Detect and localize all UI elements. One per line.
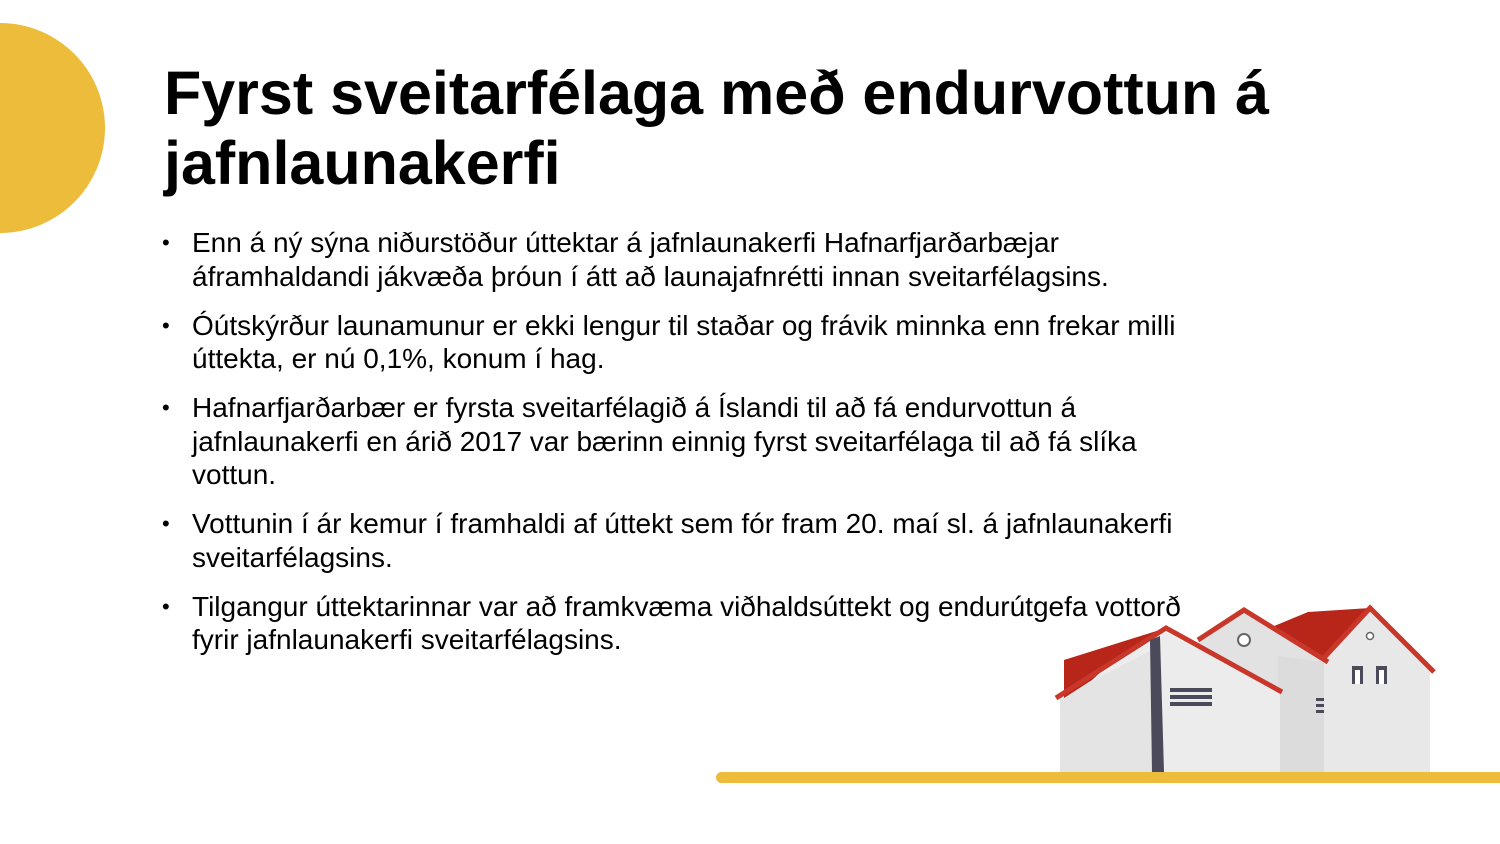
bullet-text: Óútskýrður launamunur er ekki lengur til staðar og frávik minnka enn frekar milli úttekta, er nú 0,1%, konum í hag. xyxy=(192,309,1176,374)
bullet-list xyxy=(162,226,1202,672)
slide-title: Fyrst sveitarfélaga með endurvottun á jafnlaunakerfi xyxy=(164,59,1270,197)
bullet-symbol: • xyxy=(162,593,170,619)
decorative-circle xyxy=(0,23,105,233)
bullet-text: Hafnarfjarðarbær er fyrsta sveitarfélagið á Íslandi til að fá endurvottun á jafnlaunakerfi en árið 2017 var bærinn einnig fyrst sveitarfélaga til að fá slíka vottun. xyxy=(192,392,1137,490)
bullet-item xyxy=(162,507,1202,574)
bullet-item xyxy=(162,590,1202,657)
bullet-symbol: • xyxy=(162,312,170,338)
bullet-text: Vottunin í ár kemur í framhaldi af úttekt sem fór fram 20. maí sl. á jafnlaunakerfi sveitarfélagsins. xyxy=(192,508,1173,573)
bullet-symbol: • xyxy=(162,395,170,420)
bottom-accent-bar xyxy=(716,772,1500,783)
bullet-text: Tilgangur úttektarinnar var að framkvæma viðhaldsúttekt og endurútgefa vottorð fyrir jafnlaunakerfi sveitarfélagsins. xyxy=(192,590,1181,655)
houses-illustration xyxy=(1052,600,1442,772)
bullet-symbol: • xyxy=(162,230,170,255)
bullet-text: Enn á ný sýna niðurstöður úttektar á jafnlaunakerfi Hafnarfjarðarbæjar áframhaldandi jákvæða þróun í átt að launajafnrétti innan sveitarfélagsins. xyxy=(192,227,1109,292)
bullet-item xyxy=(162,309,1202,376)
bullet-symbol: • xyxy=(162,511,170,536)
bullet-item xyxy=(162,226,1202,293)
bullet-item xyxy=(162,391,1202,492)
